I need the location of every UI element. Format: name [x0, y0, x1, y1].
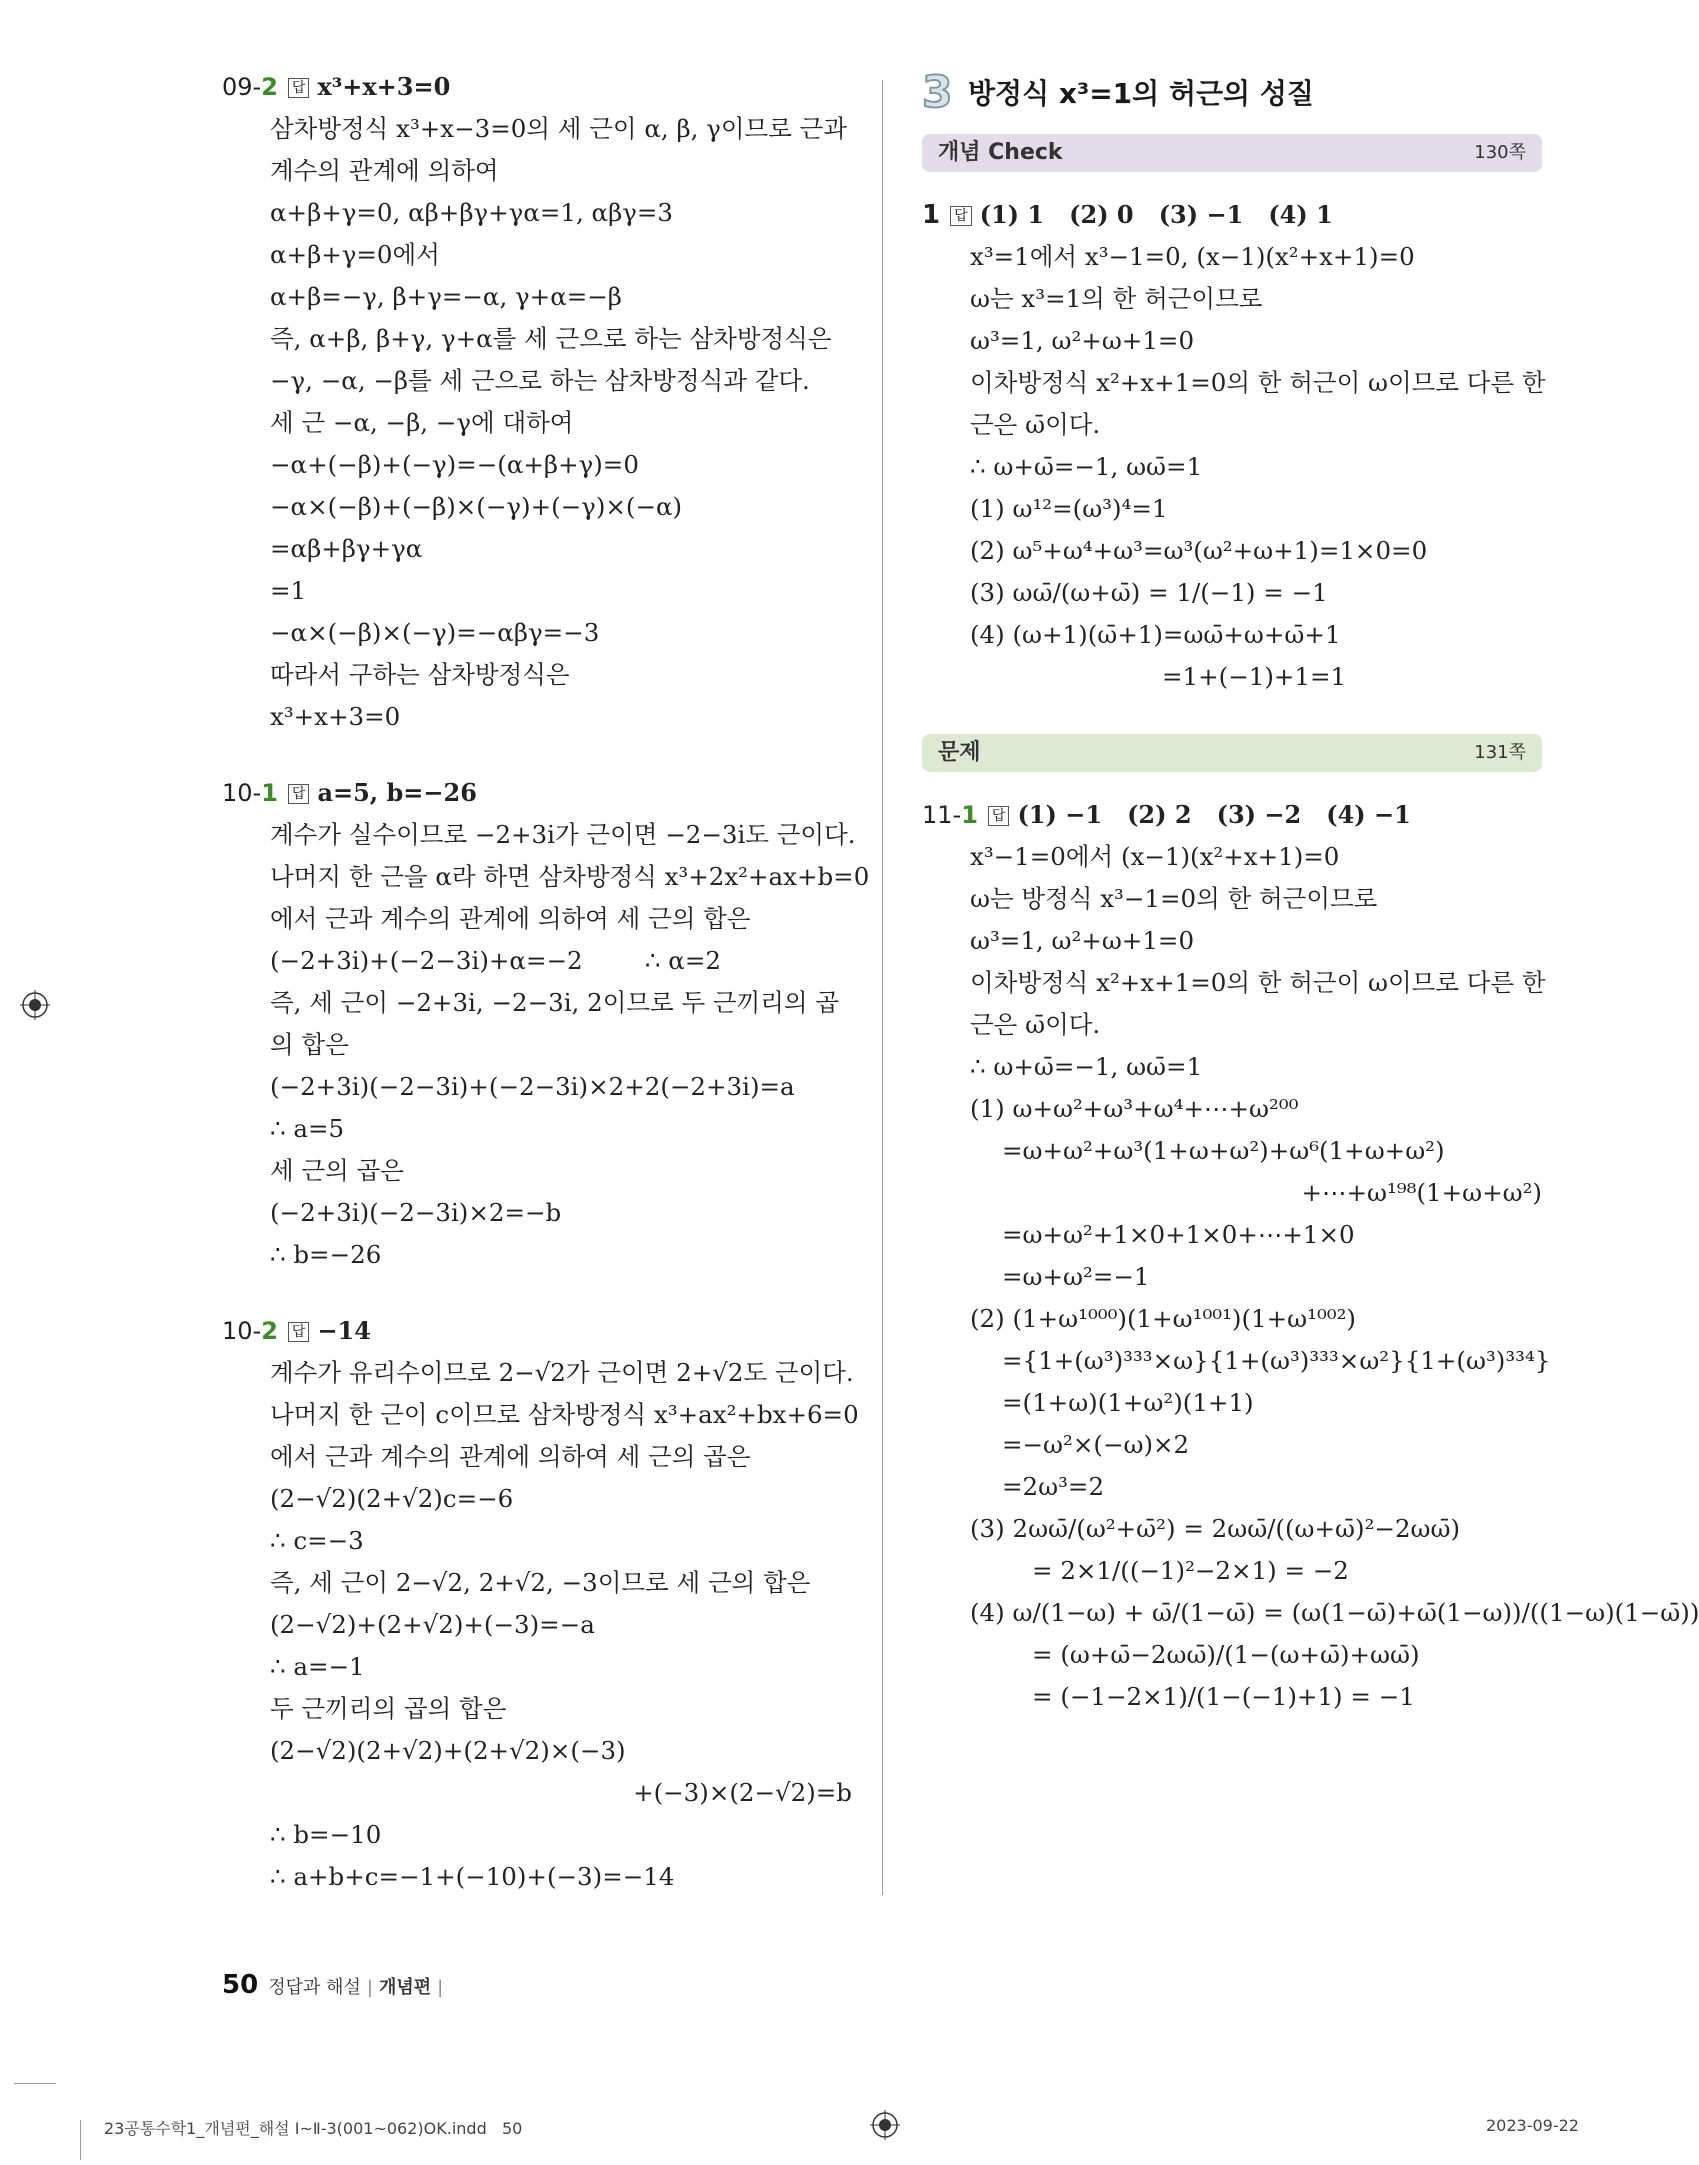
answer-value: −14	[317, 1316, 371, 1345]
solution-line: 따라서 구하는 삼차방정식은	[270, 660, 570, 689]
solution-line: 계수가 실수이므로 −2+3i가 근이면 −2−3i도 근이다.	[270, 820, 856, 849]
solution-line: =ω+ω²=−1	[1002, 1262, 1150, 1291]
solution-line: 두 근끼리의 곱의 합은	[270, 1694, 507, 1723]
problem-bar	[922, 734, 1542, 772]
problem-number: 10-2	[222, 1317, 278, 1345]
solution-line: (−2+3i)+(−2−3i)+α=−2 ∴ α=2	[270, 946, 721, 975]
solution-line: 이차방정식 x²+x+1=0의 한 허근이 ω이므로 다른 한	[970, 968, 1546, 997]
solution-line: 나머지 한 근이 c이므로 삼차방정식 x³+ax²+bx+6=0	[270, 1400, 859, 1429]
section-number: 3	[922, 67, 953, 118]
solution-line: (2−√2)(2+√2)c=−6	[270, 1484, 514, 1513]
solution-line: =−ω²×(−ω)×2	[1002, 1430, 1190, 1459]
slug-date: 2023-09-22	[1486, 2116, 1579, 2135]
solution-line: 근은 ω̄이다.	[970, 1010, 1101, 1039]
solution-line: ω³=1, ω²+ω+1=0	[970, 326, 1195, 355]
solution-line: α+β+γ=0에서	[270, 240, 440, 269]
solution-line: (1) ω+ω²+ω³+ω⁴+⋯+ω²⁰⁰	[970, 1094, 1299, 1123]
solution-line: 근은 ω̄이다.	[970, 410, 1101, 439]
solution-line: 에서 근과 계수의 관계에 의하여 세 근의 합은	[270, 904, 751, 933]
solution-line: ω는 방정식 x³−1=0의 한 허근이므로	[970, 884, 1378, 913]
bar-page: 130쪽	[1474, 142, 1526, 163]
footer-text: 정답과 해설	[268, 1977, 361, 1998]
solution-line: ∴ b=−10	[270, 1820, 382, 1849]
solution-line: =(1+ω)(1+ω²)(1+1)	[1002, 1388, 1254, 1417]
solution-line: = (−1−2×1)/(1−(−1)+1) = −1	[1032, 1682, 1415, 1711]
solution-line: ={1+(ω³)³³³×ω}{1+(ω³)³³³×ω²}{1+(ω³)³³⁴}	[1002, 1346, 1551, 1375]
problem-header-10-2	[222, 1310, 852, 1352]
solution-line: 즉, α+β, β+γ, γ+α를 세 근으로 하는 삼차방정식은	[270, 324, 832, 353]
solution-line: ∴ a=5	[270, 1114, 345, 1143]
solution-line: 에서 근과 계수의 관계에 의하여 세 근의 곱은	[270, 1442, 751, 1471]
solution-line: = 2×1/((−1)²−2×1) = −2	[1032, 1556, 1349, 1585]
footer-section: 개념편	[378, 1977, 432, 1998]
solution-line: 이차방정식 x²+x+1=0의 한 허근이 ω이므로 다른 한	[970, 368, 1546, 397]
solution-line: 나머지 한 근을 α라 하면 삼차방정식 x³+2x²+ax+b=0	[270, 862, 870, 891]
registration-mark-icon	[870, 2110, 900, 2140]
solution-line: −α+(−β)+(−γ)=−(α+β+γ)=0	[270, 450, 639, 479]
problem-header-1	[922, 194, 1542, 236]
solution-line: (4) ω/(1−ω) + ω̄/(1−ω̄) = (ω(1−ω̄)+ω̄(1−ω))/((1−ω)(1−ω̄))	[970, 1598, 1699, 1627]
answer-tag: 답	[950, 206, 972, 226]
solution-line: x³=1에서 x³−1=0, (x−1)(x²+x+1)=0	[970, 242, 1415, 271]
problem-number: 09-2	[222, 73, 278, 101]
solution-line: ω³=1, ω²+ω+1=0	[970, 926, 1195, 955]
solution-line: ω는 x³=1의 한 허근이므로	[970, 284, 1263, 313]
solution-line: ∴ ω+ω̄=−1, ωω̄=1	[970, 452, 1203, 481]
solution-line: 세 근의 곱은	[270, 1156, 404, 1185]
solution-line: α+β=−γ, β+γ=−α, γ+α=−β	[270, 282, 622, 311]
solution-line: =1+(−1)+1=1	[1162, 662, 1347, 691]
solution-line: (1) ω¹²=(ω³)⁴=1	[970, 494, 1168, 523]
answer-value: a=5, b=−26	[317, 778, 477, 807]
solution-line: =ω+ω²+ω³(1+ω+ω²)+ω⁶(1+ω+ω²)	[1002, 1136, 1445, 1165]
solution-line: +⋯+ω¹⁹⁸(1+ω+ω²)	[1301, 1178, 1542, 1207]
section-title	[922, 66, 1542, 128]
answer-value: (1) −1 (2) 2 (3) −2 (4) −1	[1017, 800, 1411, 829]
solution-line: = (ω+ω̄−2ωω̄)/(1−(ω+ω̄)+ωω̄)	[1032, 1640, 1420, 1669]
answer-tag: 답	[288, 78, 310, 98]
solution-line: ∴ ω+ω̄=−1, ωω̄=1	[970, 1052, 1203, 1081]
solution-line: (−2+3i)(−2−3i)+(−2−3i)×2+2(−2+3i)=a	[270, 1072, 795, 1101]
problem-header-10-1	[222, 772, 852, 814]
answer-tag: 답	[988, 806, 1010, 826]
solution-line: (3) ωω̄/(ω+ω̄) = 1/(−1) = −1	[970, 578, 1328, 607]
problem-number: 10-1	[222, 779, 278, 807]
slug-filename: 23공통수학1_개념편_해설 Ⅰ~Ⅱ-3(001~062)OK.indd 50	[104, 2119, 523, 2138]
solution-line: =1	[270, 576, 307, 605]
solution-line: 삼차방정식 x³+x−3=0의 세 근이 α, β, γ이므로 근과	[270, 114, 847, 143]
solution-line: (2) (1+ω¹⁰⁰⁰)(1+ω¹⁰⁰¹)(1+ω¹⁰⁰²)	[970, 1304, 1356, 1333]
solution-line: (2−√2)+(2+√2)+(−3)=−a	[270, 1610, 595, 1639]
solution-line: 즉, 세 근이 −2+3i, −2−3i, 2이므로 두 근끼리의 곱	[270, 988, 840, 1017]
solution-line: =ω+ω²+1×0+1×0+⋯+1×0	[1002, 1220, 1355, 1249]
solution-line: ∴ a=−1	[270, 1652, 365, 1681]
answer-tag: 답	[288, 1322, 310, 1342]
problem-header-11-1	[922, 794, 1542, 836]
solution-line: (3) 2ωω̄/(ω²+ω̄²) = 2ωω̄/((ω+ω̄)²−2ωω̄)	[970, 1514, 1461, 1543]
solution-line: ∴ b=−26	[270, 1240, 382, 1269]
crop-mark	[14, 2083, 56, 2084]
column-divider	[882, 80, 883, 1895]
problem-number: 11-1	[922, 801, 978, 829]
solution-line: −α×(−β)+(−β)×(−γ)+(−γ)×(−α)	[270, 492, 683, 521]
bar-title: 개념 Check	[938, 140, 1063, 165]
solution-line: −α×(−β)×(−γ)=−αβγ=−3	[270, 618, 600, 647]
solution-line: −γ, −α, −β를 세 근으로 하는 삼차방정식과 같다.	[270, 366, 810, 395]
left-column	[222, 66, 870, 1898]
solution-line: =αβ+βγ+γα	[270, 534, 423, 563]
solution-line: 즉, 세 근이 2−√2, 2+√2, −3이므로 세 근의 합은	[270, 1568, 811, 1597]
crop-mark	[80, 2120, 81, 2160]
solution-line: x³−1=0에서 (x−1)(x²+x+1)=0	[970, 842, 1340, 871]
concept-check-bar	[922, 134, 1542, 172]
solution-line: (−2+3i)(−2−3i)×2=−b	[270, 1198, 562, 1227]
solution-line: (2) ω⁵+ω⁴+ω³=ω³(ω²+ω+1)=1×0=0	[970, 536, 1428, 565]
page-number: 50	[222, 1970, 259, 2000]
solution-line: 세 근 −α, −β, −γ에 대하여	[270, 408, 574, 437]
solution-line: (4) (ω+1)(ω̄+1)=ωω̄+ω+ω̄+1	[970, 620, 1341, 649]
answer-value: x³+x+3=0	[317, 72, 451, 101]
section-heading: 방정식 x³=1의 허근의 성질	[968, 77, 1314, 110]
solution-line: +(−3)×(2−√2)=b	[633, 1778, 852, 1807]
solution-line: 의 합은	[270, 1030, 349, 1059]
registration-mark-icon	[20, 990, 50, 1020]
answer-value: (1) 1 (2) 0 (3) −1 (4) 1	[979, 200, 1333, 229]
bar-page: 131쪽	[1474, 742, 1526, 763]
problem-number: 1	[922, 200, 941, 230]
solution-line: α+β+γ=0, αβ+βγ+γα=1, αβγ=3	[270, 198, 674, 227]
solution-line: x³+x+3=0	[270, 702, 401, 731]
solution-line: 계수가 유리수이므로 2−√2가 근이면 2+√2도 근이다.	[270, 1358, 854, 1387]
page-footer: 50 정답과 해설 | 개념편 |	[222, 1970, 444, 2000]
answer-tag: 답	[288, 784, 310, 804]
solution-line: ∴ a+b+c=−1+(−10)+(−3)=−14	[270, 1862, 675, 1891]
solution-line: ∴ c=−3	[270, 1526, 364, 1555]
solution-line: =2ω³=2	[1002, 1472, 1105, 1501]
solution-line: (2−√2)(2+√2)+(2+√2)×(−3)	[270, 1736, 626, 1765]
right-column	[922, 66, 1699, 1718]
bar-title: 문제	[938, 740, 981, 765]
problem-header-09-2	[222, 66, 852, 108]
solution-line: 계수의 관계에 의하여	[270, 156, 499, 185]
